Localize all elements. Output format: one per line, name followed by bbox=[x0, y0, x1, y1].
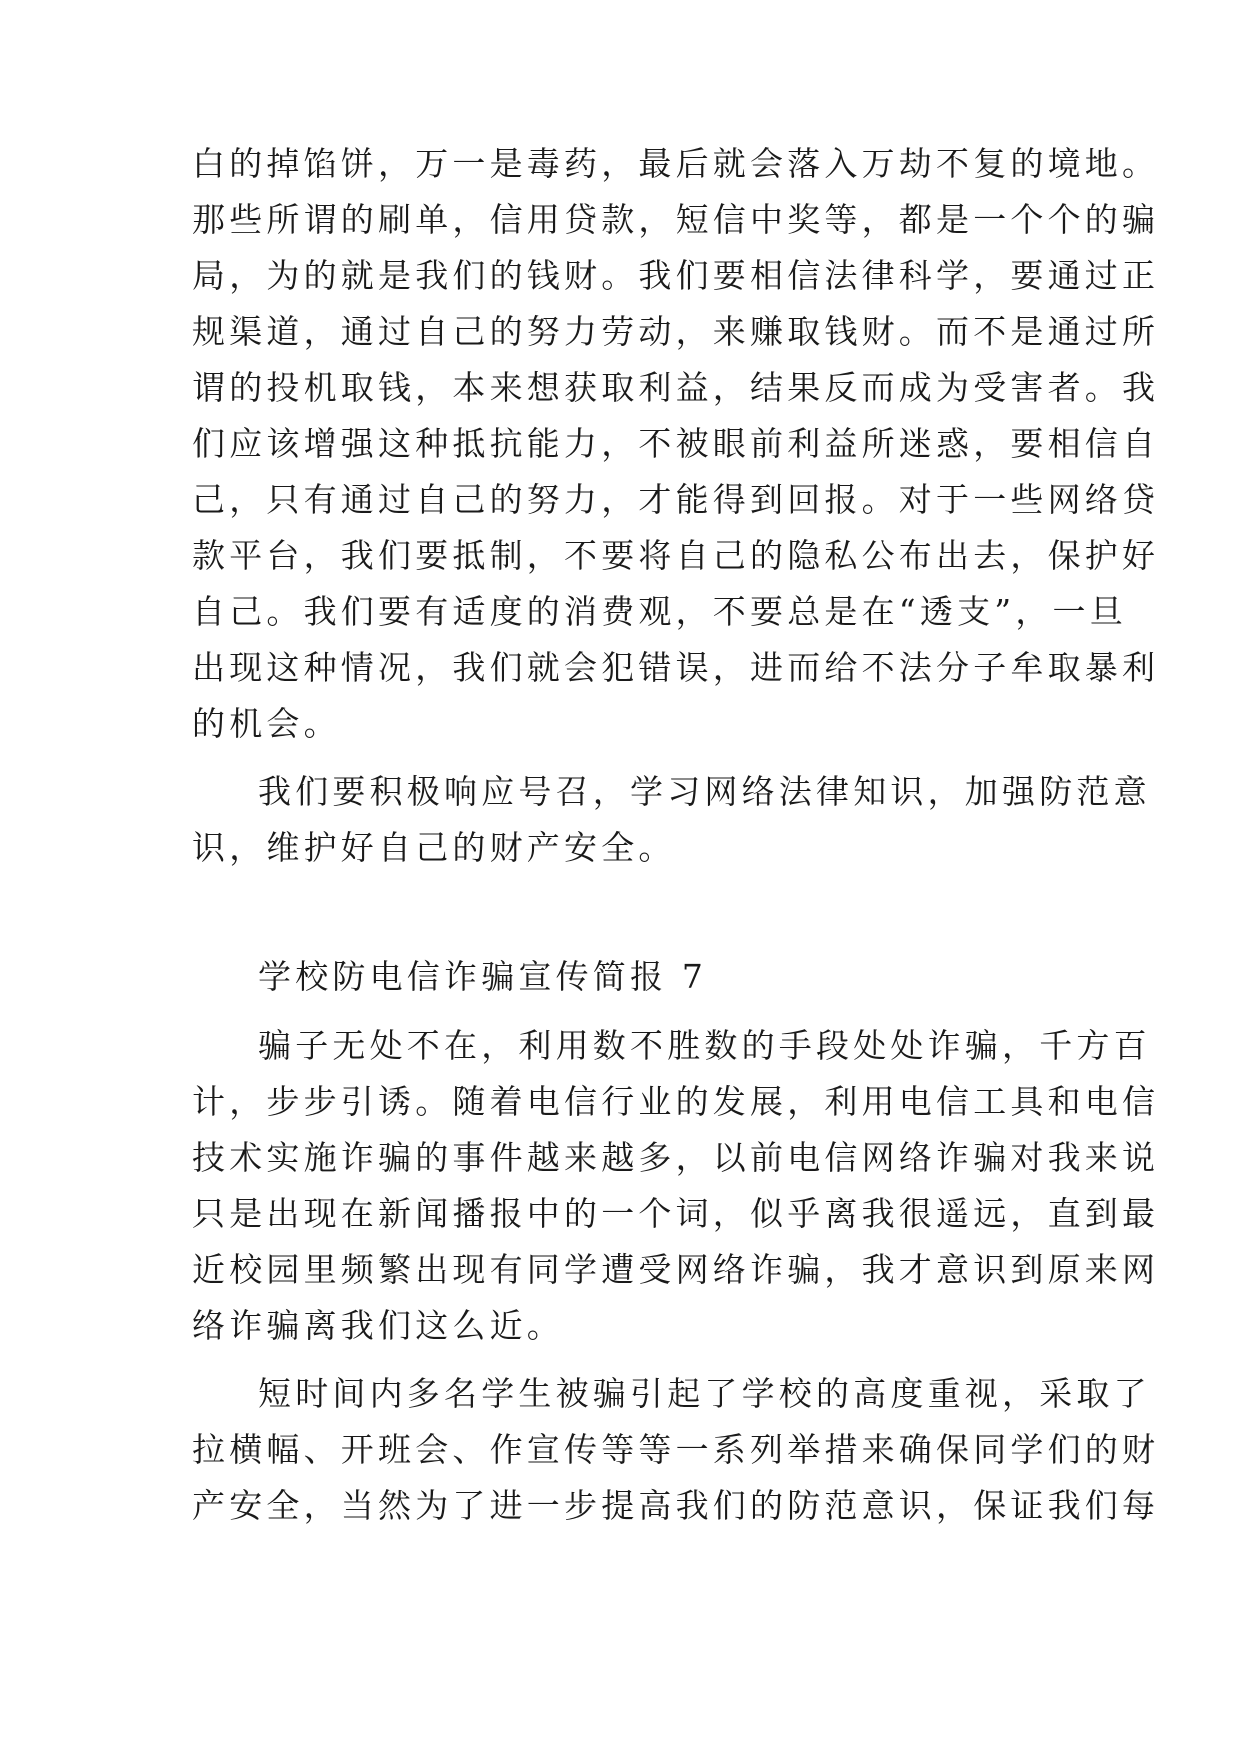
paragraph-line: 络诈骗离我们这么近。 bbox=[192, 1306, 564, 1345]
paragraph-line: 们应该增强这种抵抗能力，不被眼前利益所迷惑，要相信自 bbox=[192, 424, 1160, 463]
paragraph-line: 识，维护好自己的财产安全。 bbox=[192, 828, 676, 867]
paragraph-line: 那些所谓的刷单，信用贷款，短信中奖等，都是一个个的骗 bbox=[192, 200, 1160, 239]
paragraph-line: 产安全，当然为了进一步提高我们的防范意识，保证我们每 bbox=[192, 1486, 1160, 1525]
section-heading: 学校防电信诈骗宣传简报 7 bbox=[258, 957, 708, 996]
paragraph-line: 的机会。 bbox=[192, 704, 341, 743]
paragraph-line: 自己。我们要有适度的消费观，不要总是在“透支”，一旦 bbox=[192, 592, 1127, 631]
paragraph-line: 只是出现在新闻播报中的一个词，似乎离我很遥远，直到最 bbox=[192, 1194, 1160, 1233]
paragraph-line: 近校园里频繁出现有同学遭受网络诈骗，我才意识到原来网 bbox=[192, 1250, 1160, 1289]
paragraph-line: 短时间内多名学生被骗引起了学校的高度重视，采取了 bbox=[258, 1374, 1151, 1413]
paragraph-line: 技术实施诈骗的事件越来越多，以前电信网络诈骗对我来说 bbox=[192, 1138, 1160, 1177]
paragraph-line: 我们要积极响应号召，学习网络法律知识，加强防范意 bbox=[258, 772, 1151, 811]
paragraph-line: 计，步步引诱。随着电信行业的发展，利用电信工具和电信 bbox=[192, 1082, 1160, 1121]
paragraph-line: 谓的投机取钱，本来想获取利益，结果反而成为受害者。我 bbox=[192, 368, 1160, 407]
paragraph-line: 己，只有通过自己的努力，才能得到回报。对于一些网络贷 bbox=[192, 480, 1160, 519]
paragraph-line: 骗子无处不在，利用数不胜数的手段处处诈骗，千方百 bbox=[258, 1026, 1151, 1065]
paragraph-line: 局，为的就是我们的钱财。我们要相信法律科学，要通过正 bbox=[192, 256, 1160, 295]
paragraph-line: 白的掉馅饼，万一是毒药，最后就会落入万劫不复的境地。 bbox=[192, 144, 1160, 183]
paragraph-line: 规渠道，通过自己的努力劳动，来赚取钱财。而不是通过所 bbox=[192, 312, 1160, 351]
paragraph-line: 款平台，我们要抵制，不要将自己的隐私公布出去，保护好 bbox=[192, 536, 1160, 575]
paragraph-line: 拉横幅、开班会、作宣传等等一系列举措来确保同学们的财 bbox=[192, 1430, 1160, 1469]
paragraph-line: 出现这种情况，我们就会犯错误，进而给不法分子牟取暴利 bbox=[192, 648, 1160, 687]
